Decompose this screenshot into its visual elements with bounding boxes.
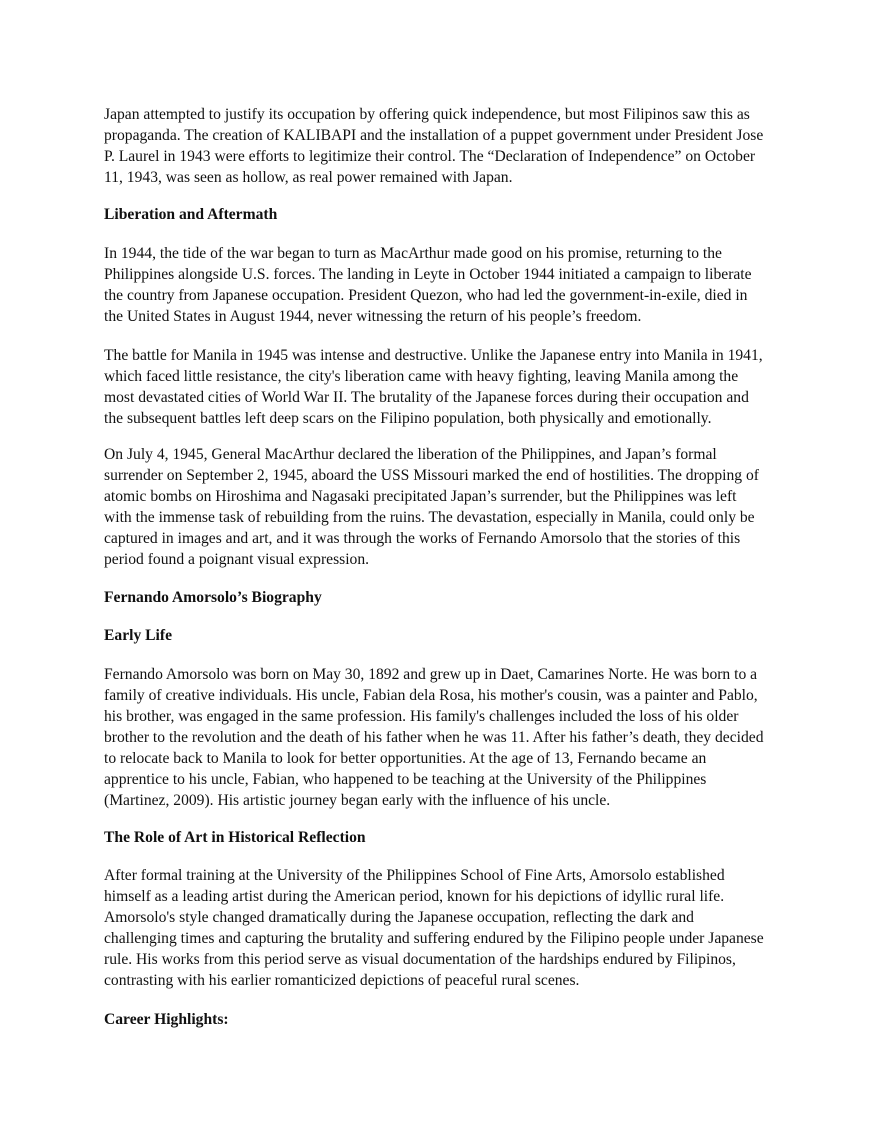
text-line: most devastated cities of World War II. The brutality of the Japanese forces during their occupation and (104, 389, 749, 406)
section-heading-biography (104, 587, 804, 608)
paragraph-occupation-propaganda (104, 104, 804, 188)
text-line: the United States in August 1944, never witnessing the return of his people’s freedom. (104, 308, 642, 325)
text-line: atomic bombs on Hiroshima and Nagasaki precipitated Japan’s surrender, but the Philippines was left (104, 488, 737, 505)
text-line: rule. His works from this period serve as visual documentation of the hardships endured by Filipinos, (104, 951, 736, 968)
text-line: to relocate back to Manila to look for better opportunities. At the age of 13, Fernando became an (104, 750, 707, 767)
text-line: Japan attempted to justify its occupation by offering quick independence, but most Filipinos saw this as (104, 106, 750, 123)
text-line: the country from Japanese occupation. President Quezon, who had led the government-in-exile, died in (104, 287, 748, 304)
section-heading: Liberation and Aftermath (104, 206, 278, 223)
text-line: which faced little resistance, the city's liberation came with heavy fighting, leaving Manila among the (104, 368, 739, 385)
text-line: his brother, was engaged in the same profession. His family's challenges included the loss of his older (104, 708, 739, 725)
text-line: Amorsolo's style changed dramatically during the Japanese occupation, reflecting the dark and (104, 909, 694, 926)
text-line: propaganda. The creation of KALIBAPI and the installation of a puppet government under President Jose (104, 127, 764, 144)
text-line: apprentice to his uncle, Fabian, who happened to be teaching at the University of the Philippines (104, 771, 707, 788)
paragraph-early-life (104, 664, 804, 811)
text-line: Fernando Amorsolo was born on May 30, 1892 and grew up in Daet, Camarines Norte. He was born to a (104, 666, 758, 683)
paragraph-macarthur-return (104, 243, 804, 327)
text-line: period found a poignant visual expression. (104, 551, 370, 568)
paragraph-role-of-art (104, 865, 804, 991)
text-line: the subsequent battles left deep scars on the Filipino population, both physically and emotionally. (104, 410, 712, 427)
section-heading-early-life (104, 625, 804, 646)
section-heading: Fernando Amorsolo’s Biography (104, 589, 322, 606)
text-line: P. Laurel in 1943 were efforts to legitimize their control. The “Declaration of Independence” on October (104, 148, 756, 165)
text-line: After formal training at the University of the Philippines School of Fine Arts, Amorsolo established (104, 867, 725, 884)
text-line: contrasting with his earlier romanticized depictions of peaceful rural scenes. (104, 972, 580, 989)
text-line: On July 4, 1945, General MacArthur declared the liberation of the Philippines, and Japan’s formal (104, 446, 717, 463)
text-line: brother to the revolution and the death of his father when he was 11. After his father’s death, they decided (104, 729, 764, 746)
section-heading-career-highlights (104, 1009, 804, 1030)
section-heading: Early Life (104, 627, 172, 644)
text-line: 11, 1943, was seen as hollow, as real power remained with Japan. (104, 169, 513, 186)
text-line: challenging times and capturing the brutality and suffering endured by the Filipino people under Japanese (104, 930, 764, 947)
text-line: The battle for Manila in 1945 was intense and destructive. Unlike the Japanese entry into Manila in 1941, (104, 347, 763, 364)
paragraph-liberation-declared (104, 444, 804, 570)
paragraph-battle-manila (104, 345, 804, 429)
section-heading-role-of-art (104, 827, 804, 848)
section-heading: The Role of Art in Historical Reflection (104, 829, 366, 846)
text-line: family of creative individuals. His uncle, Fabian dela Rosa, his mother's cousin, was a painter and Pablo, (104, 687, 758, 704)
text-line: In 1944, the tide of the war began to turn as MacArthur made good on his promise, returning to the (104, 245, 722, 262)
text-line: Philippines alongside U.S. forces. The landing in Leyte in October 1944 initiated a campaign to liberate (104, 266, 752, 283)
text-line: with the immense task of rebuilding from the ruins. The devastation, especially in Manila, could only be (104, 509, 755, 526)
text-line: captured in images and art, and it was through the works of Fernando Amorsolo that the stories of this (104, 530, 741, 547)
text-line: surrender on September 2, 1945, aboard the USS Missouri marked the end of hostilities. The dropping of (104, 467, 759, 484)
text-line: (Martinez, 2009). His artistic journey began early with the influence of his uncle. (104, 792, 611, 809)
text-line: himself as a leading artist during the American period, known for his depictions of idyllic rural life. (104, 888, 725, 905)
section-heading-liberation (104, 204, 804, 225)
section-heading: Career Highlights: (104, 1011, 229, 1028)
